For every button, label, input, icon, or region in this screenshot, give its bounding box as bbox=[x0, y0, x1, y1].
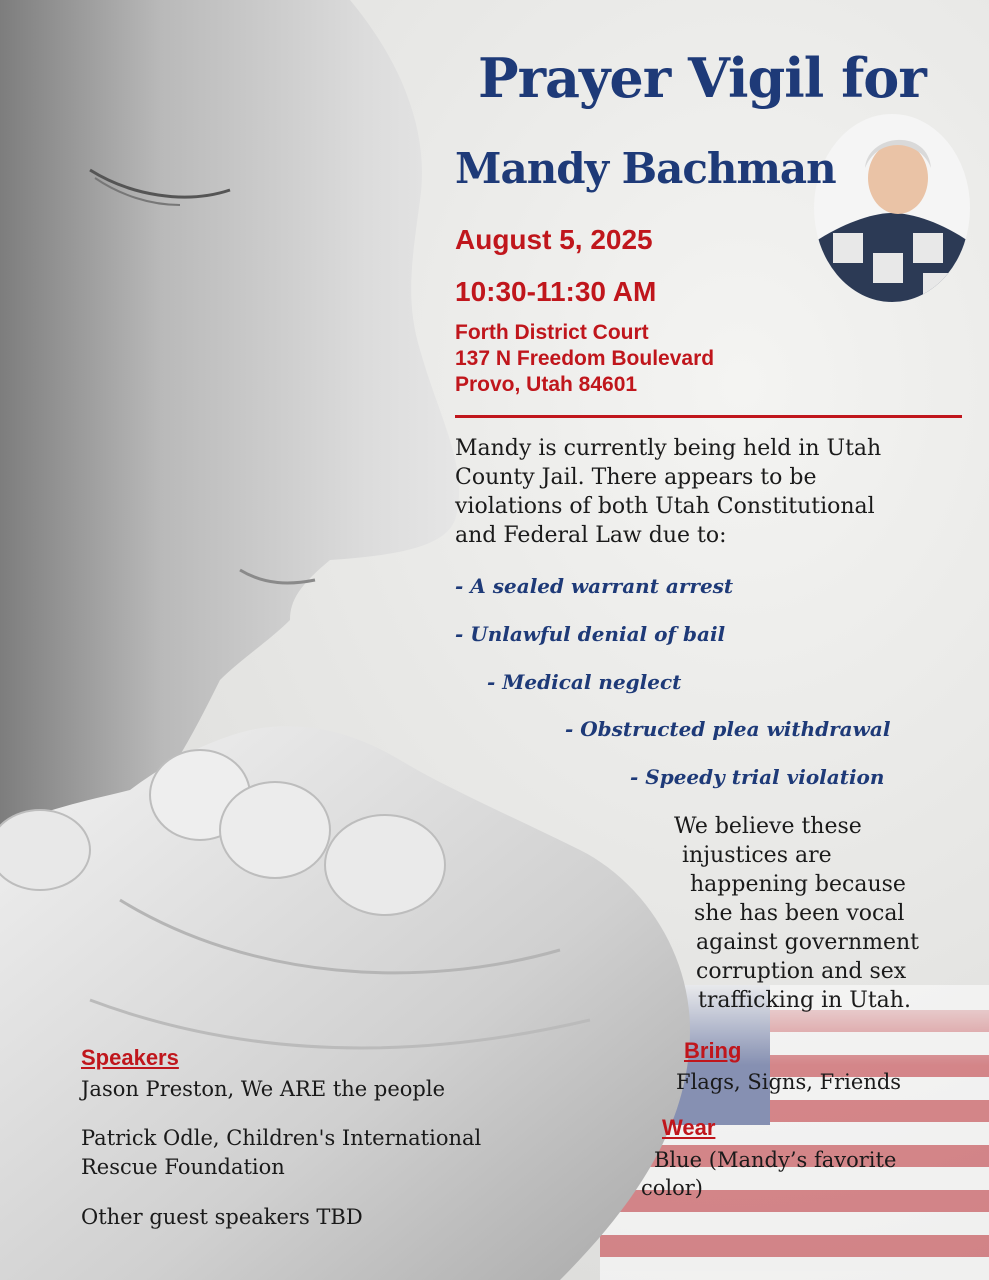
violation-item: - Unlawful denial of bail bbox=[455, 622, 726, 646]
divider bbox=[455, 415, 962, 418]
location-line: 137 N Freedom Boulevard bbox=[455, 347, 715, 370]
belief-line: We believe these bbox=[674, 814, 862, 839]
belief-line: she has been vocal bbox=[694, 901, 905, 926]
location-line: Provo, Utah 84601 bbox=[455, 373, 638, 396]
intro-line: County Jail. There appears to be bbox=[455, 465, 817, 490]
violation-item: - Medical neglect bbox=[487, 670, 682, 694]
bring-heading: Bring bbox=[684, 1038, 742, 1063]
belief-line: injustices are bbox=[682, 843, 832, 868]
location-line: Forth District Court bbox=[455, 321, 649, 344]
intro-line: violations of both Utah Constitutional bbox=[455, 494, 875, 519]
belief-line: trafficking in Utah. bbox=[698, 988, 911, 1013]
intro-line: and Federal Law due to: bbox=[455, 523, 727, 548]
speakers-heading: Speakers bbox=[81, 1045, 179, 1070]
wear-heading: Wear bbox=[662, 1115, 716, 1140]
bring-text: Flags, Signs, Friends bbox=[676, 1070, 902, 1094]
belief-line: happening because bbox=[690, 872, 906, 897]
event-date: August 5, 2025 bbox=[455, 224, 653, 255]
belief-line: against government bbox=[696, 930, 919, 955]
intro-paragraph bbox=[455, 434, 955, 550]
belief-paragraph bbox=[668, 812, 968, 1015]
violation-item: - Obstructed plea withdrawal bbox=[565, 717, 891, 741]
title-line-2: Mandy Bachman bbox=[455, 144, 836, 193]
belief-line: corruption and sex bbox=[696, 959, 907, 984]
title-line-1: Prayer Vigil for bbox=[478, 46, 926, 110]
event-time: 10:30-11:30 AM bbox=[455, 276, 657, 307]
speaker-line: Other guest speakers TBD bbox=[81, 1205, 363, 1229]
wear-text-line: Blue (Mandy’s favorite bbox=[654, 1148, 897, 1172]
speaker-line: Patrick Odle, Children's International bbox=[81, 1126, 482, 1150]
event-location bbox=[455, 320, 815, 398]
violation-item: - A sealed warrant arrest bbox=[455, 574, 734, 598]
speaker-line: Jason Preston, We ARE the people bbox=[81, 1077, 446, 1101]
wear-text-line: color) bbox=[641, 1176, 703, 1200]
portrait-photo bbox=[813, 113, 971, 303]
violation-item: - Speedy trial violation bbox=[630, 765, 885, 789]
intro-line: Mandy is currently being held in Utah bbox=[455, 436, 882, 461]
speaker-line: Rescue Foundation bbox=[81, 1155, 285, 1179]
